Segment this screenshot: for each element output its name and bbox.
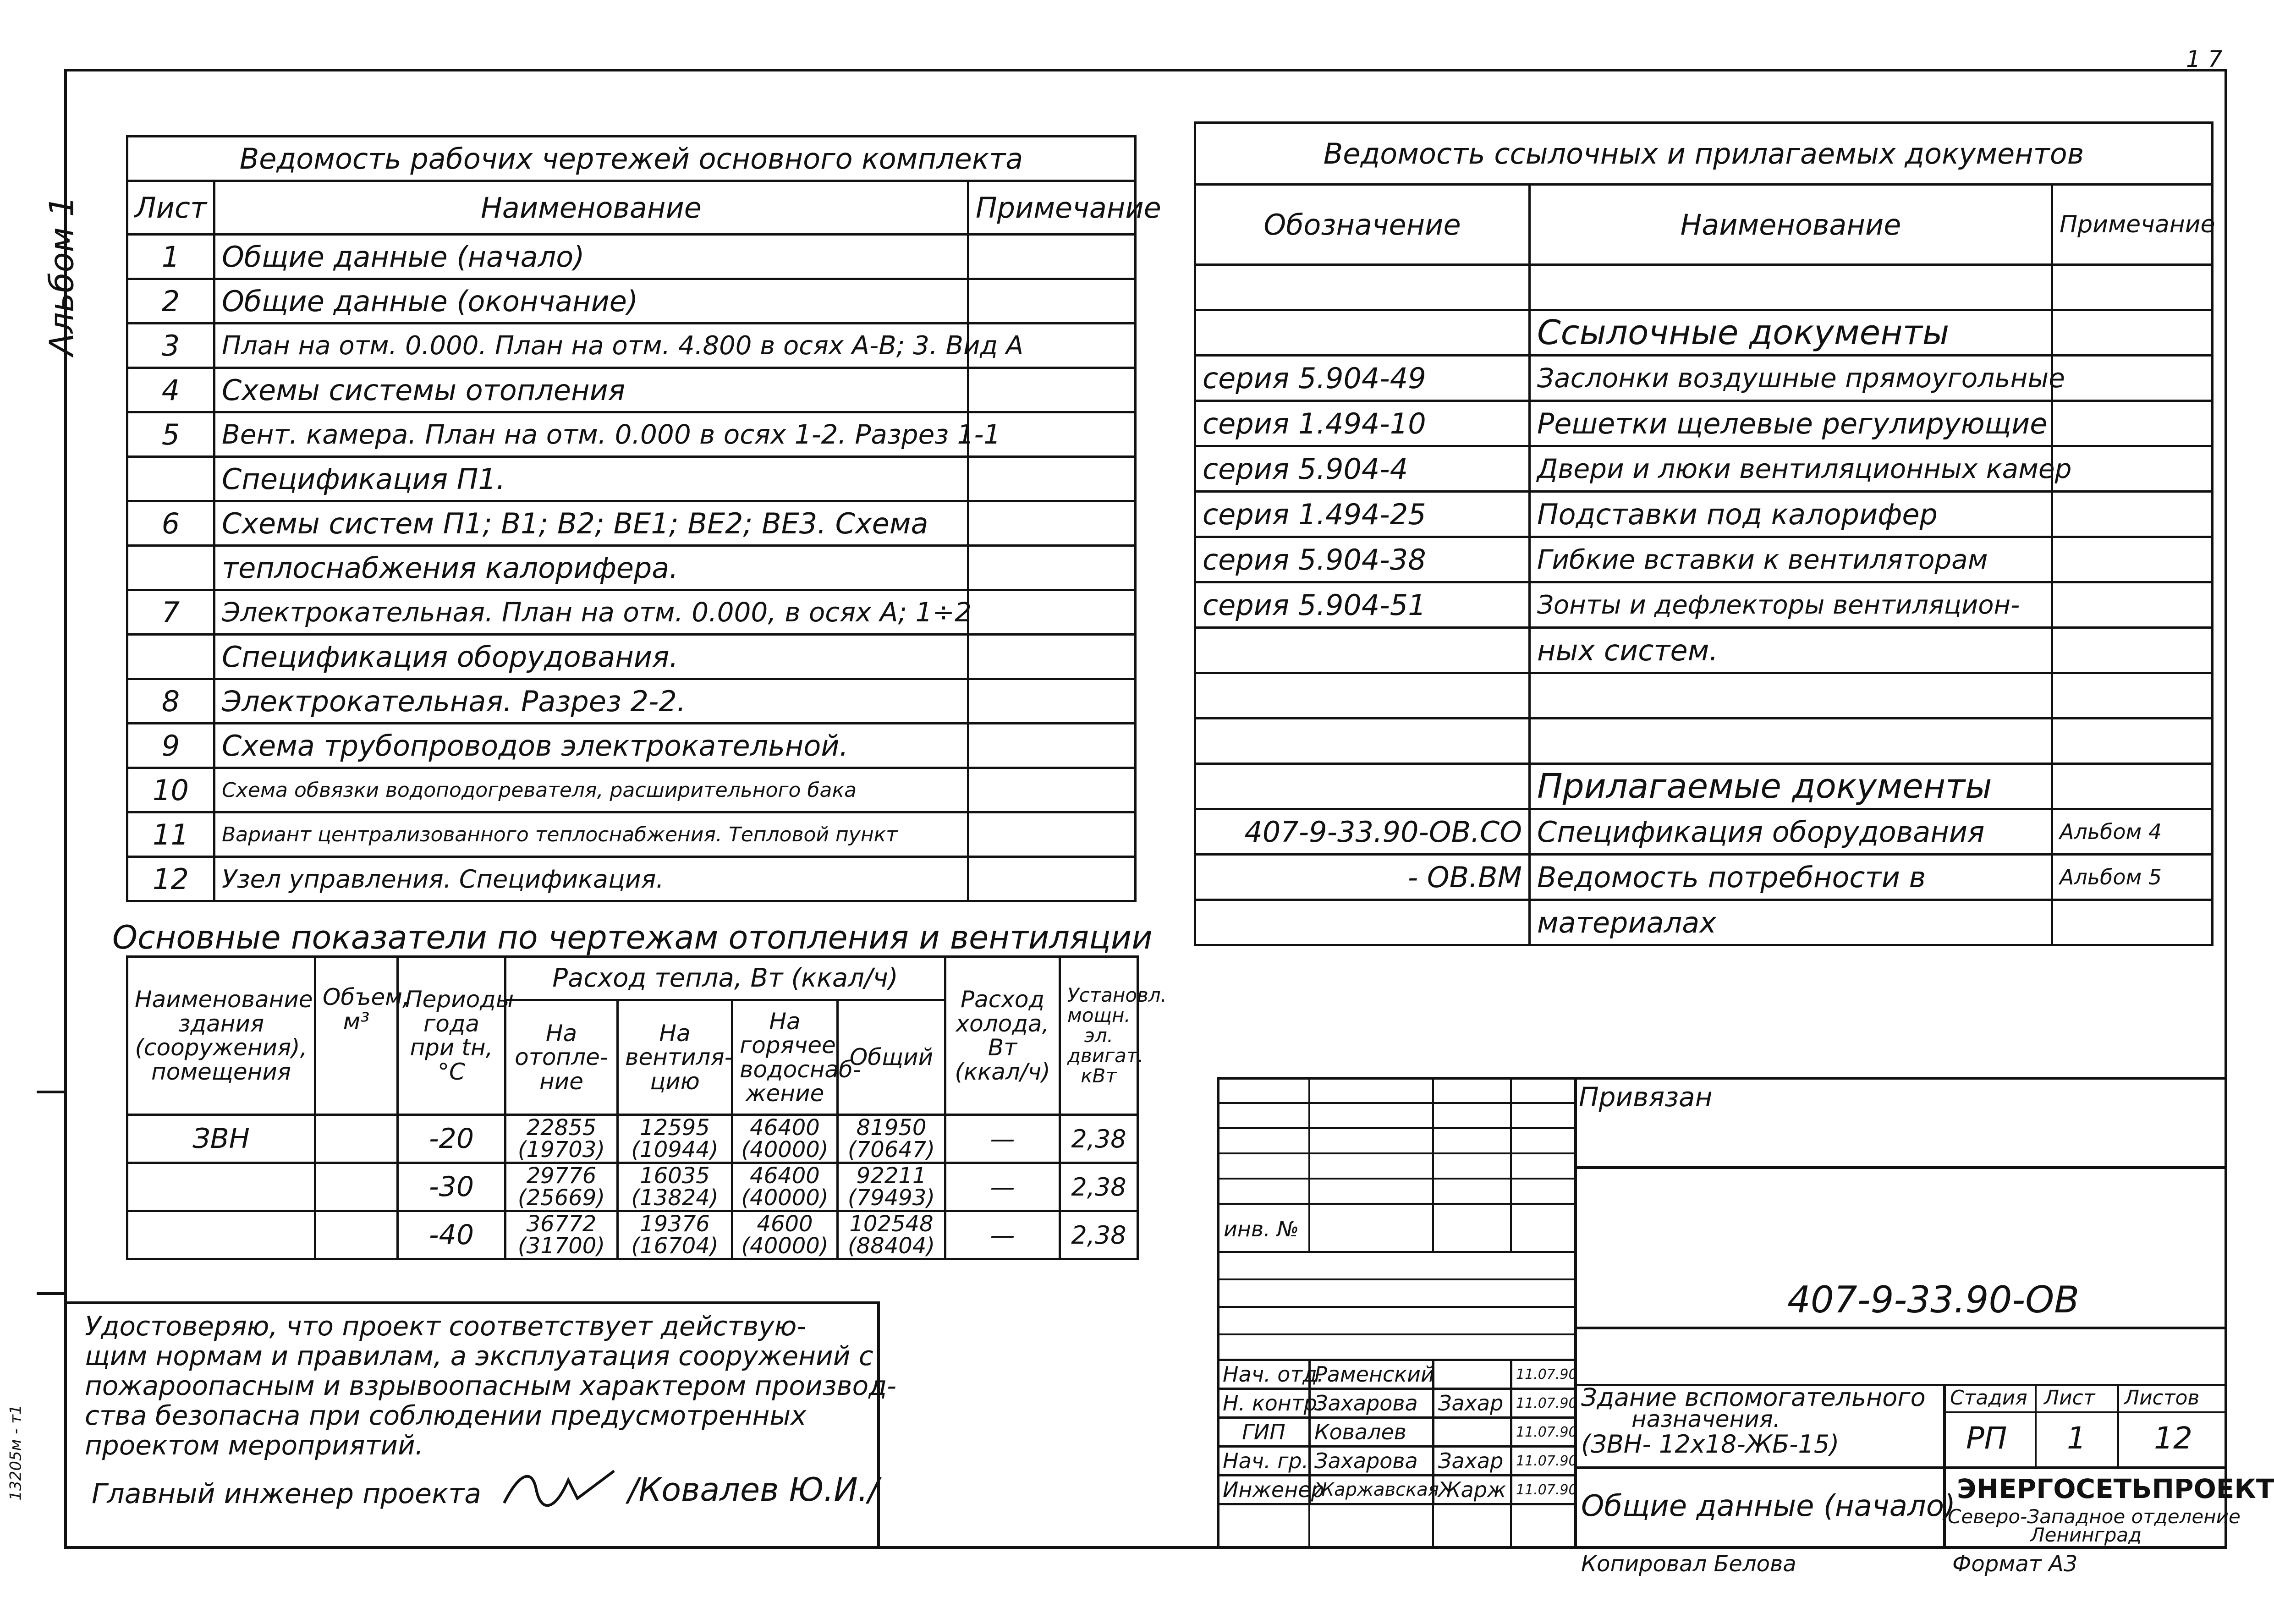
table-row: ЗВН -20 22855 (19703) 12595 (10944) 46400 (40000) 81950 (70647) — 2,38 — [127, 1115, 1138, 1163]
table-row: Спецификация оборудования. — [127, 635, 1136, 679]
attached-label: Привязан — [1579, 1081, 1713, 1113]
table-row — [1195, 673, 2213, 719]
corner-mark: 1 7 — [2186, 46, 2223, 72]
org-city: Ленинград — [2030, 1524, 2142, 1546]
margin-mark-2 — [37, 1292, 64, 1295]
header-power: Установл. мощн. эл. двигат. кВт — [1060, 957, 1138, 1115]
table-row: 3 План на отм. 0.000. План на отм. 4.800 в осях А-В; 3. Вид А — [127, 324, 1136, 368]
col-note-header: Примечание — [968, 181, 1136, 235]
copied-by: Копировал Белова — [1581, 1551, 1796, 1577]
header-period: Периоды года при tн, °С — [398, 957, 505, 1115]
table-row — [1195, 719, 2213, 764]
doc-code: 407-9-33.90-ОВ — [1787, 1278, 2080, 1321]
table-row: ГИП Ковалев 11.07.90 — [1218, 1418, 1576, 1447]
table-row: -30 29776 (25669) 16035 (13824) 46400 (40000) 92211 (79493) — 2,38 — [127, 1163, 1138, 1211]
refs-list-title: Ведомость ссылочных и прилагаемых документов — [1195, 123, 2213, 185]
header-volume: Объем, м³ — [315, 957, 398, 1115]
cert-line-4: ства безопасна при соблюдении предусмотренных — [85, 1400, 807, 1431]
engineer-label: Главный инженер проекта — [92, 1478, 481, 1510]
table-row: серия 5.904-49 Заслонки воздушные прямоугольные — [1195, 356, 2213, 401]
table-row: материалах — [1195, 900, 2213, 945]
table-row: серия 5.904-38 Гибкие вставки к вентиляторам — [1195, 537, 2213, 582]
cert-line-2: щим нормам и правилам, а эксплуатация сооружений с — [85, 1340, 873, 1372]
table-row: 9 Схема трубопроводов электрокательной. — [127, 724, 1136, 768]
table-row: теплоснабжения калорифера. — [127, 546, 1136, 590]
stage-value: РП — [1966, 1421, 2007, 1456]
org-branch: Северо-Западное отделение — [1948, 1505, 2241, 1528]
sheet-header: Лист — [2044, 1386, 2095, 1410]
table-row: 11 Вариант централизованного теплоснабжения. Тепловой пункт — [127, 812, 1136, 857]
col-name-header: Наименование — [214, 181, 968, 235]
drawings-list-table — [126, 135, 1161, 902]
table-row: 2 Общие данные (окончание) — [127, 279, 1136, 324]
table-row: 7 Электрокательная. План на отм. 0.000, в осях А; 1÷2 — [127, 590, 1136, 635]
table-row: серия 5.904-51 Зонты и дефлекторы вентиляцион- — [1195, 582, 2213, 628]
table-row: ных систем. — [1195, 628, 2213, 673]
table-row: 10 Схема обвязки водоподогревателя, расширительного бака — [127, 768, 1136, 812]
table-row: Нач. гр. Захарова Захар 11.07.90 — [1218, 1447, 1576, 1476]
margin-mark-1 — [37, 1091, 64, 1093]
table-row: 12 Узел управления. Спецификация. — [127, 857, 1136, 901]
table-row: 6 Схемы систем П1; В1; В2; ВЕ1; ВЕ2; ВЕ3. Схема — [127, 501, 1136, 546]
header-hot-water: На горячее водоснаб- жение — [732, 1000, 838, 1115]
header-total: Общий — [838, 1000, 945, 1115]
table-row: 1 Общие данные (начало) — [127, 235, 1136, 279]
header-cold: Расход холода, Вт (ккал/ч) — [945, 957, 1060, 1115]
table-row: 4 Схемы системы отопления — [127, 368, 1136, 412]
cert-line-1: Удостоверяю, что проект соответствует действую- — [85, 1311, 807, 1342]
cert-line-5: проектом мероприятий. — [85, 1430, 424, 1461]
stage-header: Стадия — [1950, 1386, 2027, 1410]
org-name: ЭНЕРГОСЕТЬПРОЕКТ — [1957, 1473, 2274, 1504]
col-name-header: Наименование — [1530, 185, 2052, 265]
sheet-value: 1 — [2067, 1421, 2086, 1456]
engineer-signature — [500, 1457, 619, 1517]
header-vent: На вентиля- цию — [618, 1000, 732, 1115]
signatures-table — [1217, 1359, 1576, 1505]
engineer-name: /Ковалев Ю.И./ — [628, 1471, 879, 1509]
sheets-header: Листов — [2124, 1386, 2200, 1410]
side-code: 13205м - т1 — [6, 1405, 25, 1501]
inv-no-label: инв. № — [1224, 1217, 1299, 1241]
header-heat: Расход тепла, Вт (ккал/ч) — [505, 957, 945, 1000]
table-row: 5 Вент. камера. План на отм. 0.000 в осях 1-2. Разрез 1-1 — [127, 412, 1136, 457]
sheet-title: Общие данные (начало) — [1581, 1489, 1955, 1523]
table-row: Н. контр. Захарова Захар 11.07.90 — [1218, 1389, 1576, 1418]
table-row: Спецификация П1. — [127, 457, 1136, 501]
table-row: Ссылочные документы — [1195, 310, 2213, 356]
table-row: -40 36772 (31700) 19376 (16704) 4600 (40000) 102548 (88404) — 2,38 — [127, 1211, 1138, 1259]
table-row: 8 Электрокательная. Разрез 2-2. — [127, 679, 1136, 724]
stamp-hline-1 — [1574, 1466, 2227, 1469]
table-row — [1195, 265, 2213, 310]
cert-line-3: пожароопасным и взрывоопасным характером производ- — [85, 1370, 897, 1401]
drawings-list-title: Ведомость рабочих чертежей основного комплекта — [127, 137, 1136, 181]
header-heating: На отопле- ние — [505, 1000, 618, 1115]
table-row: серия 1.494-10 Решетки щелевые регулирующие — [1195, 401, 2213, 446]
refs-list-table — [1194, 121, 2214, 946]
paper-format: Формат А3 — [1952, 1551, 2078, 1577]
indicators-table — [126, 955, 1167, 1260]
stamp-hline-2 — [1943, 1411, 2227, 1413]
stamp-divider-1 — [1574, 1166, 2227, 1169]
table-row: 407-9-33.90-ОВ.СО Спецификация оборудования Альбом 4 — [1195, 809, 2213, 855]
col-note-header: Примечание — [2052, 185, 2213, 265]
col-sheet-header: Лист — [127, 181, 214, 235]
building-line-3: (ЗВН- 12х18-ЖБ-15) — [1581, 1430, 1840, 1459]
indicators-title: Основные показатели по чертежам отопления и вентиляции — [112, 919, 1153, 956]
stamp-vline-3 — [2117, 1384, 2119, 1466]
header-name: Наименование здания (сооружения), помещения — [127, 957, 315, 1115]
col-code-header: Обозначение — [1195, 185, 1530, 265]
building-line-2: назначения. — [1631, 1406, 1780, 1432]
table-row: Инженер Жаржавская Жарж 11.07.90 — [1218, 1476, 1576, 1504]
stamp-vline-2 — [2035, 1384, 2037, 1466]
table-row: серия 5.904-4 Двери и люки вентиляционных камер — [1195, 446, 2213, 492]
table-row: Прилагаемые документы — [1195, 764, 2213, 809]
building-line-1: Здание вспомогательного — [1581, 1383, 1926, 1412]
stamp-divider-2 — [1574, 1327, 2227, 1329]
album-label: Альбом 1 — [42, 196, 81, 356]
table-row: Нач. отд. Раменский 11.07.90 — [1218, 1360, 1576, 1389]
table-row: - ОВ.ВМ Ведомость потребности в Альбом 5 — [1195, 855, 2213, 900]
sheets-value: 12 — [2154, 1421, 2192, 1456]
table-row: серия 1.494-25 Подставки под калорифер — [1195, 492, 2213, 537]
